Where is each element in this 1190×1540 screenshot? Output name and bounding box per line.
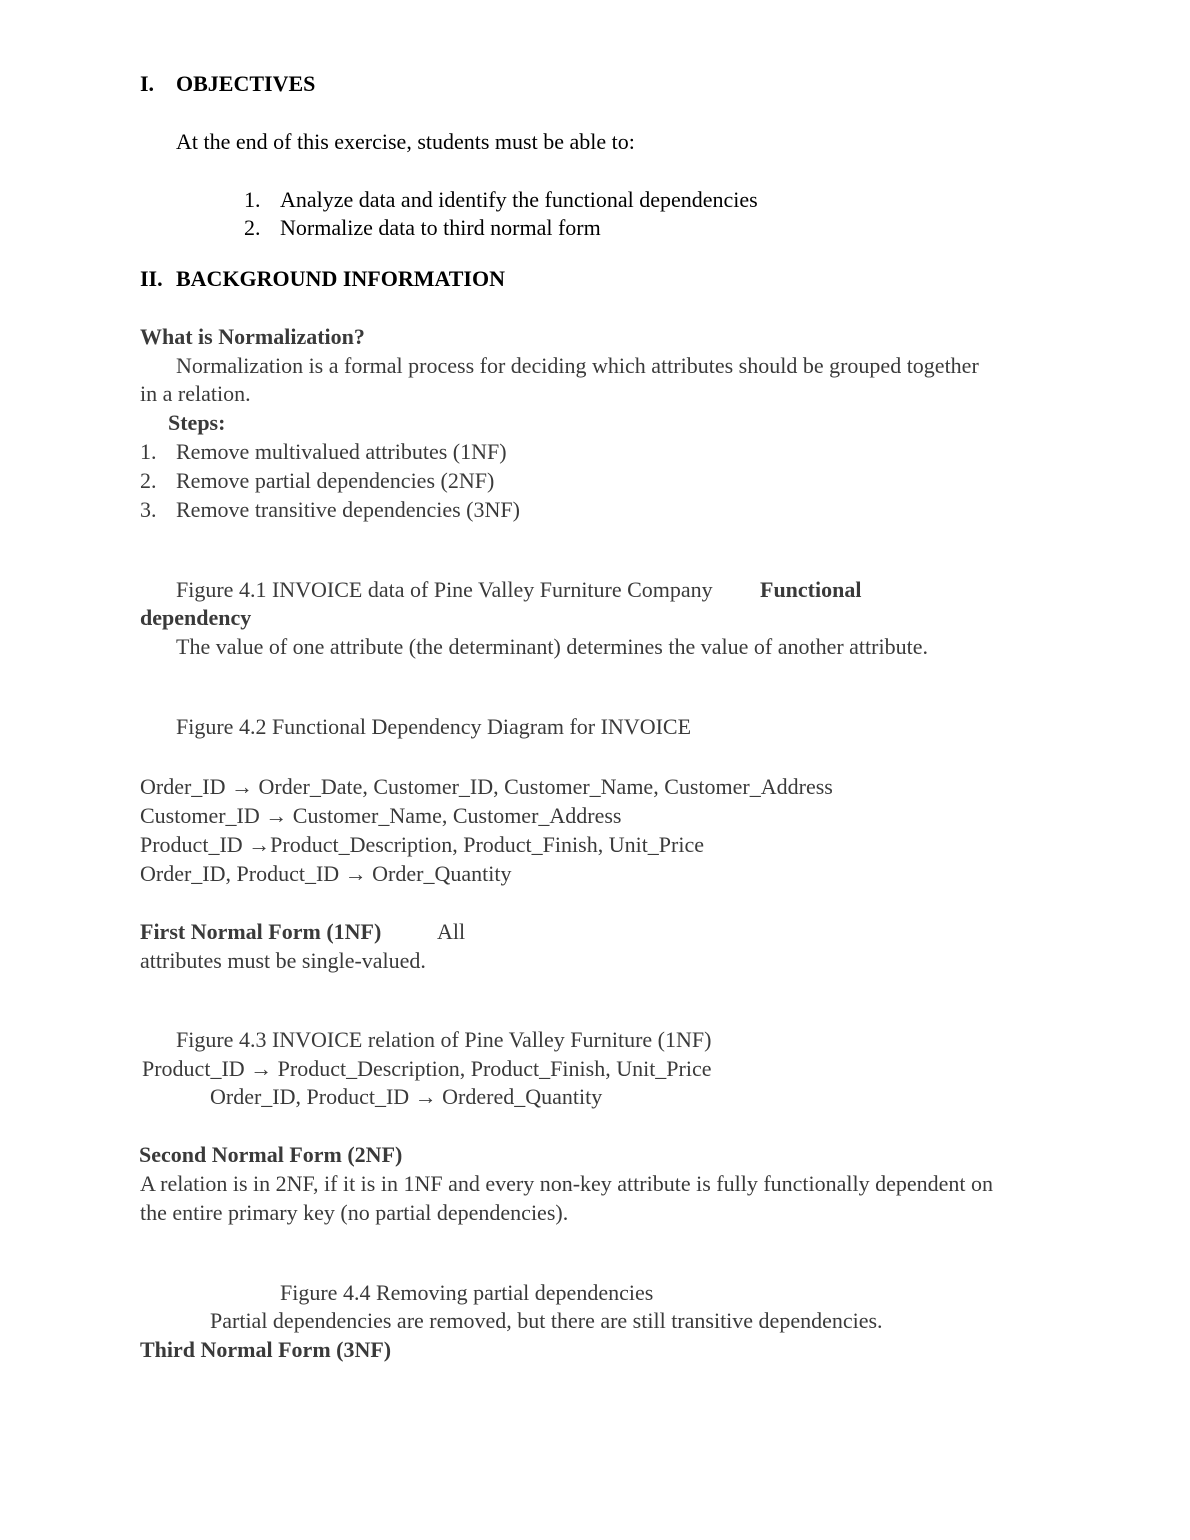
normalization-heading: What is Normalization? — [140, 324, 365, 349]
normalization-definition-line: in a relation. — [140, 381, 251, 406]
functional-dependency-heading-part1: Functional — [760, 577, 862, 602]
objective-item-text: Normalize data to third normal form — [280, 215, 601, 240]
objectives-intro: At the end of this exercise, students must be able to: — [176, 129, 635, 154]
dependency-line: Product_ID → Product_Description, Product_Finish, Unit_Price — [142, 1056, 712, 1081]
second-normal-form-text: the entire primary key (no partial dependencies). — [140, 1200, 569, 1225]
figure-4-4-note: Partial dependencies are removed, but there are still transitive dependencies. — [210, 1308, 883, 1333]
dependency-line: Customer_ID → Customer_Name, Customer_Address — [140, 803, 622, 828]
dependency-line: Order_ID → Order_Date, Customer_ID, Customer_Name, Customer_Address — [140, 774, 833, 799]
objective-item-number: 1. — [244, 187, 261, 212]
dependency-line: Order_ID, Product_ID → Order_Quantity — [140, 861, 512, 886]
functional-dependency-heading-part2: dependency — [140, 605, 252, 630]
second-normal-form-heading: Second Normal Form (2NF) — [139, 1142, 403, 1167]
objectives-heading: OBJECTIVES — [176, 71, 316, 96]
background-heading: BACKGROUND INFORMATION — [176, 266, 505, 291]
steps-label: Steps: — [168, 410, 226, 435]
step-text: Remove partial dependencies (2NF) — [176, 468, 495, 493]
first-normal-form-text: attributes must be single-valued. — [140, 948, 426, 973]
figure-4-1-caption: Figure 4.1 INVOICE data of Pine Valley Furniture Company — [176, 577, 713, 602]
objective-item-text: Analyze data and identify the functional dependencies — [280, 187, 758, 212]
step-text: Remove multivalued attributes (1NF) — [176, 439, 507, 464]
dependency-line: Product_ID →Product_Description, Product_Finish, Unit_Price — [140, 832, 705, 857]
first-normal-form-heading: First Normal Form (1NF) — [140, 919, 382, 944]
step-number: 2. — [140, 468, 157, 493]
third-normal-form-heading: Third Normal Form (3NF) — [140, 1337, 392, 1362]
step-number: 3. — [140, 497, 157, 522]
figure-4-2-caption: Figure 4.2 Functional Dependency Diagram for INVOICE — [176, 714, 692, 739]
first-normal-form-text: All — [437, 919, 466, 944]
normalization-definition-line: Normalization is a formal process for deciding which attributes should be grouped together — [176, 353, 979, 378]
functional-dependency-definition: The value of one attribute (the determinant) determines the value of another attribute. — [176, 634, 928, 659]
objectives-section-number: I. — [140, 71, 155, 96]
step-number: 1. — [140, 439, 157, 464]
background-section-number: II. — [140, 266, 163, 291]
objective-item-number: 2. — [244, 215, 261, 240]
figure-4-3-caption: Figure 4.3 INVOICE relation of Pine Valley Furniture (1NF) — [176, 1027, 712, 1052]
dependency-line: Order_ID, Product_ID → Ordered_Quantity — [210, 1084, 603, 1109]
step-text: Remove transitive dependencies (3NF) — [176, 497, 520, 522]
figure-4-4-caption: Figure 4.4 Removing partial dependencies — [280, 1280, 654, 1305]
second-normal-form-text: A relation is in 2NF, if it is in 1NF and every non-key attribute is fully functionally dependent on — [140, 1171, 994, 1196]
